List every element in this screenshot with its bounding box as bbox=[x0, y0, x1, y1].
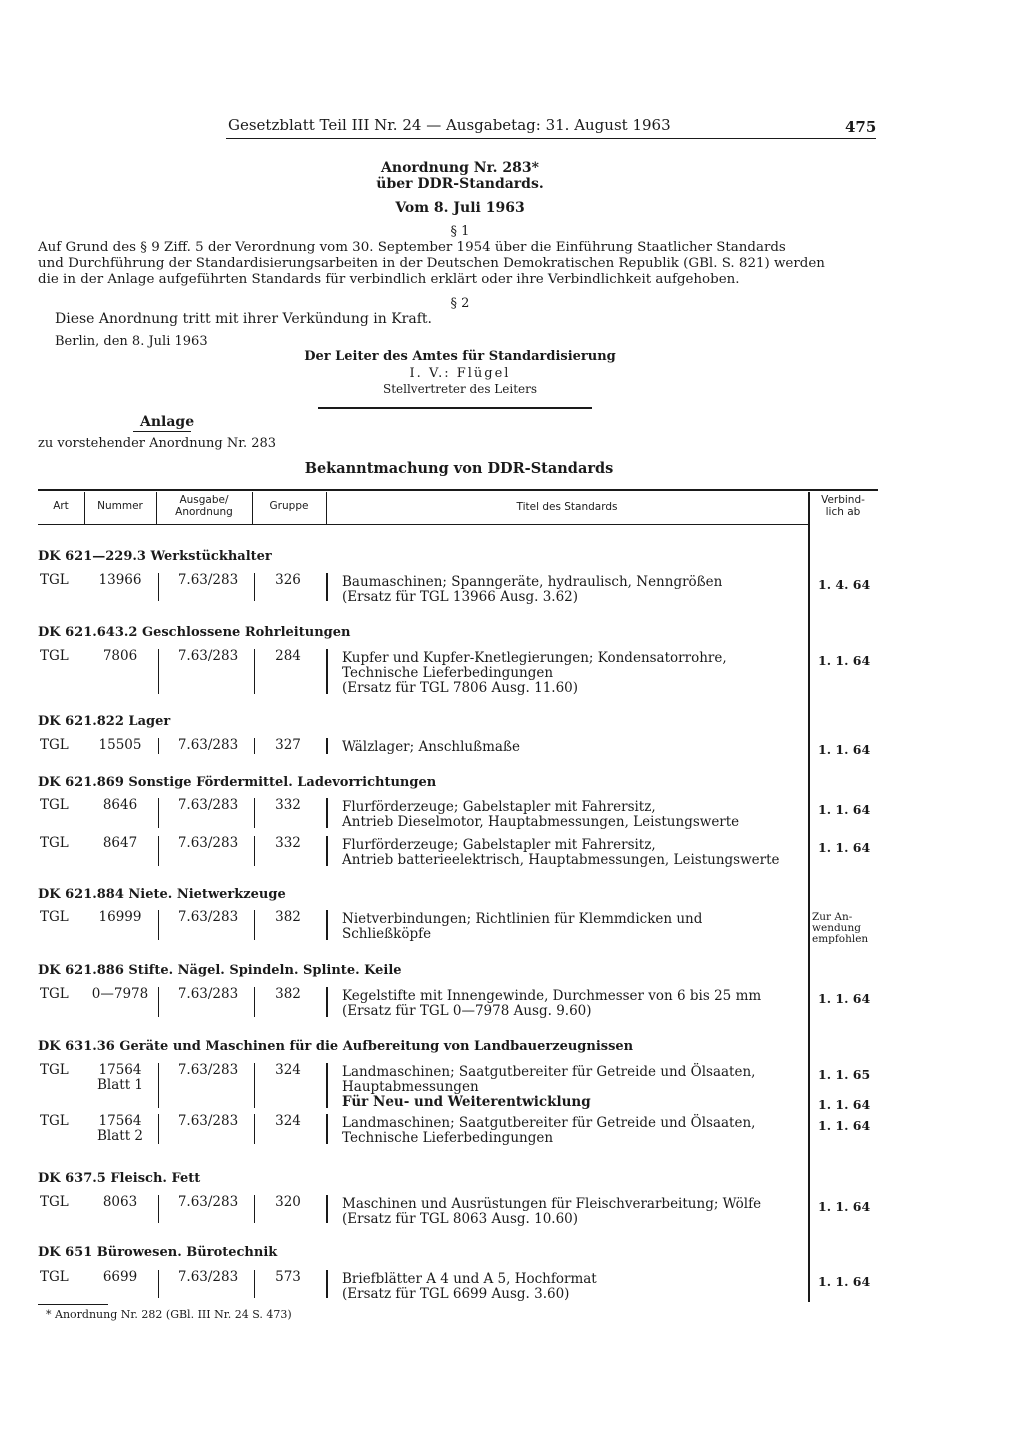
cell-verbind: 1. 1. 64 bbox=[818, 742, 871, 757]
header-rule bbox=[226, 138, 876, 139]
cell-verbind: 1. 1. 64 bbox=[818, 1199, 871, 1214]
row-divider bbox=[158, 738, 159, 754]
cell-titel: Antrieb Dieselmotor, Hauptabmessungen, Leistungswerte bbox=[342, 814, 740, 830]
footnote: * Anordnung Nr. 282 (GBl. III Nr. 24 S. 473) bbox=[46, 1308, 292, 1321]
cell-verbind: 1. 1. 64 bbox=[818, 653, 871, 668]
cell-titel: Briefblätter A 4 und A 5, Hochformat bbox=[342, 1271, 597, 1287]
cell-ausgabe: 7.63/283 bbox=[177, 737, 239, 753]
section-heading: DK 621.884 Niete. Nietwerkzeuge bbox=[38, 887, 286, 902]
col-header-art: Art bbox=[53, 500, 69, 512]
row-divider bbox=[326, 649, 328, 694]
cell-titel: (Ersatz für TGL 13966 Ausg. 3.62) bbox=[342, 589, 579, 605]
row-divider bbox=[158, 649, 159, 694]
section-heading: DK 621.643.2 Geschlossene Rohrleitungen bbox=[38, 625, 351, 640]
cell-titel: Schließköpfe bbox=[342, 926, 432, 942]
cell-titel: Antrieb batterieelektrisch, Hauptabmessungen, Leistungswerte bbox=[342, 852, 780, 868]
cell-nummer: 6699 bbox=[102, 1269, 138, 1285]
cell-art: TGL bbox=[40, 797, 69, 813]
cell-gruppe: 382 bbox=[275, 909, 301, 925]
cell-titel: Für Neu- und Weiterentwicklung bbox=[342, 1094, 591, 1110]
cell-titel: Kupfer und Kupfer-Knetlegierungen; Kondensatorrohre, bbox=[342, 650, 727, 666]
row-divider bbox=[254, 798, 255, 828]
cell-titel: Wälzlager; Anschlußmaße bbox=[342, 739, 520, 755]
cell-titel: Landmaschinen; Saatgutbereiter für Getreide und Ölsaaten, bbox=[342, 1115, 756, 1131]
cell-titel: (Ersatz für TGL 7806 Ausg. 11.60) bbox=[342, 680, 579, 696]
cell-ausgabe: 7.63/283 bbox=[177, 986, 239, 1002]
cell-nummer: Blatt 1 bbox=[96, 1077, 144, 1093]
page-number: 475 bbox=[845, 118, 877, 136]
row-divider bbox=[254, 738, 255, 754]
section-heading: DK 621.822 Lager bbox=[38, 714, 171, 729]
para1-line: und Durchführung der Standardisierungsarbeiten in der Deutschen Demokratischen Republik (GBl. S. 821) werden bbox=[38, 256, 825, 271]
row-divider bbox=[254, 910, 255, 940]
row-divider bbox=[158, 1114, 159, 1144]
cell-art: TGL bbox=[40, 1113, 69, 1129]
place-date: Berlin, den 8. Juli 1963 bbox=[55, 334, 208, 349]
cell-titel: Flurförderzeuge; Gabelstapler mit Fahrersitz, bbox=[342, 837, 656, 853]
cell-art: TGL bbox=[40, 1194, 69, 1210]
cell-titel: Technische Lieferbedingungen bbox=[342, 1130, 554, 1146]
cell-nummer: 8063 bbox=[102, 1194, 138, 1210]
signatory-role: Stellvertreter des Leiters bbox=[382, 382, 538, 396]
cell-nummer: 17564 bbox=[98, 1113, 142, 1129]
para1-mark: § 1 bbox=[450, 224, 470, 239]
cell-verbind: 1. 1. 64 bbox=[818, 1118, 871, 1133]
row-divider bbox=[326, 738, 328, 754]
para1-line: Auf Grund des § 9 Ziff. 5 der Verordnung vom 30. September 1954 über die Einführung Staatlicher Standards bbox=[38, 240, 786, 255]
row-divider bbox=[158, 987, 159, 1017]
cell-ausgabe: 7.63/283 bbox=[177, 1269, 239, 1285]
row-divider bbox=[158, 910, 159, 940]
row-divider bbox=[254, 1195, 255, 1223]
cell-titel: (Ersatz für TGL 0—7978 Ausg. 9.60) bbox=[342, 1003, 592, 1019]
cell-gruppe: 320 bbox=[275, 1194, 301, 1210]
cell-art: TGL bbox=[40, 648, 69, 664]
para1-line: die in der Anlage aufgeführten Standards für verbindlich erklärt oder ihre Verbindlichkeit aufgehoben. bbox=[38, 272, 740, 287]
row-divider bbox=[158, 573, 159, 601]
cell-gruppe: 324 bbox=[275, 1062, 301, 1078]
annex-heading-rule bbox=[133, 431, 191, 432]
ordinance-title-line1: Anordnung Nr. 283* bbox=[381, 160, 539, 176]
row-divider bbox=[326, 1114, 328, 1144]
cell-titel: Technische Lieferbedingungen bbox=[342, 665, 554, 681]
row-divider bbox=[254, 649, 255, 694]
row-divider bbox=[254, 836, 255, 866]
row-divider bbox=[254, 1270, 255, 1298]
cell-verbind: 1. 1. 64 bbox=[818, 1097, 871, 1112]
cell-titel: Hauptabmessungen bbox=[342, 1079, 479, 1095]
cell-ausgabe: 7.63/283 bbox=[177, 1113, 239, 1129]
cell-titel: Kegelstifte mit Innengewinde, Durchmesser von 6 bis 25 mm bbox=[342, 988, 762, 1004]
row-divider bbox=[158, 1063, 159, 1108]
cell-nummer: 16999 bbox=[98, 909, 142, 925]
cell-ausgabe: 7.63/283 bbox=[177, 1194, 239, 1210]
cell-gruppe: 284 bbox=[275, 648, 301, 664]
running-title: Gesetzblatt Teil III Nr. 24 — Ausgabetag: 31. August 1963 bbox=[228, 116, 671, 134]
section-heading: DK 621.886 Stifte. Nägel. Spindeln. Splinte. Keile bbox=[38, 963, 402, 978]
cell-verbind: wendung bbox=[812, 922, 861, 934]
col-header-ausgabe-line1: Ausgabe/ bbox=[179, 494, 229, 506]
cell-verbind: 1. 1. 64 bbox=[818, 840, 871, 855]
para2-mark: § 2 bbox=[450, 296, 470, 311]
row-divider bbox=[158, 1195, 159, 1223]
cell-nummer: 15505 bbox=[98, 737, 142, 753]
cell-nummer: 17564 bbox=[98, 1062, 142, 1078]
cell-titel: Baumaschinen; Spanngeräte, hydraulisch, Nenngrößen bbox=[342, 574, 723, 590]
section-heading: DK 621.869 Sonstige Fördermittel. Ladevorrichtungen bbox=[38, 775, 437, 790]
cell-ausgabe: 7.63/283 bbox=[177, 909, 239, 925]
cell-gruppe: 332 bbox=[275, 797, 301, 813]
row-divider bbox=[326, 573, 328, 601]
row-divider bbox=[254, 987, 255, 1017]
cell-ausgabe: 7.63/283 bbox=[177, 797, 239, 813]
cell-titel: Maschinen und Ausrüstungen für Fleischverarbeitung; Wölfe bbox=[342, 1196, 762, 1212]
row-divider bbox=[254, 1063, 255, 1108]
cell-verbind: 1. 1. 65 bbox=[818, 1067, 871, 1082]
cell-art: TGL bbox=[40, 909, 69, 925]
cell-ausgabe: 7.63/283 bbox=[177, 572, 239, 588]
cell-art: TGL bbox=[40, 1062, 69, 1078]
row-divider bbox=[254, 573, 255, 601]
col-header-verbind-line2: lich ab bbox=[825, 506, 861, 518]
row-divider bbox=[326, 1195, 328, 1223]
cell-nummer: 7806 bbox=[102, 648, 138, 664]
cell-nummer: 8646 bbox=[102, 797, 138, 813]
cell-gruppe: 332 bbox=[275, 835, 301, 851]
cell-ausgabe: 7.63/283 bbox=[177, 1062, 239, 1078]
section-heading: DK 621—229.3 Werkstückhalter bbox=[38, 549, 272, 564]
cell-gruppe: 382 bbox=[275, 986, 301, 1002]
col-header-ausgabe-line2: Anordnung bbox=[175, 506, 233, 518]
table-top-rule bbox=[38, 489, 878, 491]
ordinance-date: Vom 8. Juli 1963 bbox=[395, 200, 525, 216]
row-divider bbox=[326, 836, 328, 866]
col-header-gruppe: Gruppe bbox=[269, 500, 309, 512]
signature-rule bbox=[318, 407, 592, 409]
cell-verbind: 1. 1. 64 bbox=[818, 991, 871, 1006]
cell-titel: Landmaschinen; Saatgutbereiter für Getreide und Ölsaaten, bbox=[342, 1064, 756, 1080]
section-heading: DK 651 Bürowesen. Bürotechnik bbox=[38, 1245, 278, 1260]
cell-art: TGL bbox=[40, 835, 69, 851]
para2-text: Diese Anordnung tritt mit ihrer Verkündung in Kraft. bbox=[55, 311, 432, 327]
cell-verbind: 1. 1. 64 bbox=[818, 802, 871, 817]
section-heading: DK 637.5 Fleisch. Fett bbox=[38, 1171, 201, 1186]
col-header-verbind-line1: Verbind- bbox=[821, 494, 865, 506]
row-divider bbox=[158, 798, 159, 828]
cell-nummer: 0—7978 bbox=[91, 986, 149, 1002]
table-title: Bekanntmachung von DDR-Standards bbox=[304, 460, 614, 477]
cell-ausgabe: 7.63/283 bbox=[177, 835, 239, 851]
cell-verbind: 1. 1. 64 bbox=[818, 1274, 871, 1289]
cell-art: TGL bbox=[40, 986, 69, 1002]
cell-gruppe: 326 bbox=[275, 572, 301, 588]
cell-nummer: 13966 bbox=[98, 572, 142, 588]
cell-nummer: Blatt 2 bbox=[96, 1128, 144, 1144]
row-divider bbox=[326, 910, 328, 940]
cell-gruppe: 573 bbox=[275, 1269, 301, 1285]
row-divider bbox=[326, 987, 328, 1017]
signatory-name: I. V.: Flügel bbox=[409, 366, 511, 381]
section-heading: DK 631.36 Geräte und Maschinen für die Aufbereitung von Landbauerzeugnissen bbox=[38, 1039, 634, 1054]
cell-ausgabe: 7.63/283 bbox=[177, 648, 239, 664]
cell-titel: (Ersatz für TGL 8063 Ausg. 10.60) bbox=[342, 1211, 579, 1227]
cell-titel: (Ersatz für TGL 6699 Ausg. 3.60) bbox=[342, 1286, 570, 1302]
row-divider bbox=[326, 798, 328, 828]
cell-verbind: 1. 4. 64 bbox=[818, 577, 871, 592]
cell-art: TGL bbox=[40, 737, 69, 753]
cell-verbind: empfohlen bbox=[812, 933, 869, 945]
row-divider bbox=[326, 1270, 328, 1298]
col-divider-verbind bbox=[808, 492, 810, 1302]
cell-verbind: Zur An- bbox=[812, 911, 853, 923]
col-header-titel: Titel des Standards bbox=[516, 501, 618, 513]
cell-nummer: 8647 bbox=[102, 835, 138, 851]
cell-titel: Nietverbindungen; Richtlinien für Klemmdicken und bbox=[342, 911, 703, 927]
signatory-office: Der Leiter des Amtes für Standardisierung bbox=[304, 349, 616, 364]
footnote-rule bbox=[38, 1304, 108, 1305]
annex-heading: Anlage bbox=[140, 414, 195, 430]
cell-art: TGL bbox=[40, 572, 69, 588]
cell-gruppe: 327 bbox=[275, 737, 301, 753]
cell-art: TGL bbox=[40, 1269, 69, 1285]
row-divider bbox=[158, 836, 159, 866]
row-divider bbox=[326, 1063, 328, 1108]
table-header-bottom-rule bbox=[38, 524, 810, 525]
cell-titel: Flurförderzeuge; Gabelstapler mit Fahrersitz, bbox=[342, 799, 656, 815]
cell-gruppe: 324 bbox=[275, 1113, 301, 1129]
row-divider bbox=[254, 1114, 255, 1144]
annex-subheading: zu vorstehender Anordnung Nr. 283 bbox=[38, 436, 277, 451]
col-header-nummer: Nummer bbox=[97, 500, 143, 512]
ordinance-title-line2: über DDR-Standards. bbox=[376, 176, 544, 192]
row-divider bbox=[158, 1270, 159, 1298]
